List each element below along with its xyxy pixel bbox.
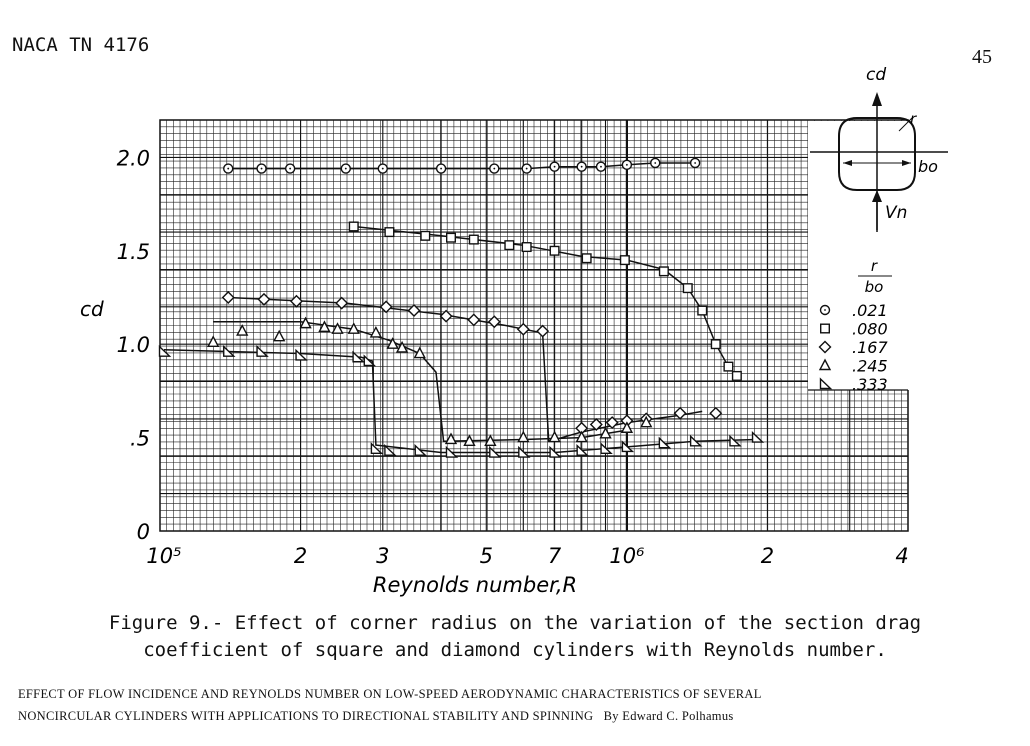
series-1-point-8-dot — [526, 168, 528, 170]
series-2-point-6 — [505, 241, 514, 250]
series-1-point-13-dot — [654, 162, 656, 164]
series-1-point-14-dot — [694, 162, 696, 164]
y-tick-label-5: 2.0 — [116, 146, 150, 171]
x-axis-label: Reynolds number,R — [372, 573, 578, 597]
x-tick-label-6: 10⁶ — [609, 544, 645, 568]
y-tick-label-3: 1.0 — [116, 333, 150, 358]
source-title-tail: NONCIRCULAR CYLINDERS WITH APPLICATIONS TO DIRECTIONAL STABILITY AND SPINNING — [18, 709, 594, 723]
legend-label-2: .080 — [852, 319, 888, 339]
source-line-1: EFFECT OF FLOW INCIDENCE AND REYNOLDS NUMBER ON LOW-SPEED AERODYNAMIC CHARACTERISTICS OF SEVERAL — [18, 687, 762, 701]
series-1-point-6-dot — [440, 168, 442, 170]
legend-label-3: .167 — [852, 338, 888, 357]
legend-label-4: .245 — [852, 356, 888, 376]
series-2-point-3 — [421, 232, 430, 241]
series-1-point-11-dot — [600, 166, 602, 168]
series-1-point-9-dot — [554, 166, 556, 168]
legend-label-1: .021 — [852, 301, 888, 320]
inset-cd-label: cd — [866, 65, 887, 85]
series-1-point-3-dot — [289, 168, 291, 170]
series-1-point-2-dot — [261, 168, 263, 170]
x-tick-label-3: 3 — [376, 544, 390, 568]
y-tick-label-1: 0 — [136, 520, 150, 544]
x-tick-label-4: 5 — [479, 544, 494, 568]
inset-r-label: r — [910, 110, 917, 128]
page-number: 45 — [972, 46, 992, 68]
source-line-2 — [18, 705, 762, 727]
legend-marker-1-dot — [824, 309, 826, 311]
minor-grid — [160, 120, 908, 531]
chart-grid — [160, 120, 909, 531]
caption-line-1: Figure 9.- Effect of corner radius on the variation of the section drag — [108, 612, 922, 634]
source-note — [18, 683, 762, 727]
legend-marker-2 — [821, 324, 830, 333]
cd-arrow-head — [872, 92, 882, 106]
x-tick-label-2: 2 — [293, 544, 308, 568]
series-1-point-7-dot — [493, 168, 495, 170]
x-tick-labels — [146, 544, 908, 568]
y-axis-label: cd — [80, 297, 104, 321]
series-2-point-4 — [447, 233, 456, 242]
x-tick-label-8: 4 — [895, 544, 909, 568]
series-2-point-10 — [621, 256, 630, 265]
series-2-point-5 — [470, 235, 479, 244]
y-tick-label-4: 1.5 — [116, 239, 150, 264]
series-1-point-12-dot — [626, 164, 628, 166]
y-tick-labels — [117, 146, 150, 544]
legend-title-numerator: r — [870, 257, 878, 275]
series-2-point-2 — [385, 228, 394, 237]
inset-bo-label: bo — [918, 157, 938, 176]
x-tick-label-5: 7 — [547, 544, 562, 568]
caption-line-2: coefficient of square and diamond cylinders with Reynolds number. — [143, 639, 887, 661]
x-tick-label-7: 2 — [760, 544, 775, 568]
series-1-point-1-dot — [227, 168, 229, 170]
series-1-point-4-dot — [345, 168, 347, 170]
series-2-point-16 — [733, 372, 742, 381]
legend-title-denominator: bo — [864, 278, 884, 296]
series-2-point-8 — [550, 246, 559, 255]
source-author: By Edward C. Polhamus — [603, 709, 734, 723]
series-1-point-10-dot — [581, 166, 583, 168]
series-2-point-11 — [660, 267, 669, 276]
series-2-point-12 — [683, 284, 692, 293]
report-number: NACA TN 4176 — [12, 34, 150, 56]
series-1-point-5-dot — [382, 168, 384, 170]
x-tick-label-1: 10⁵ — [146, 544, 182, 568]
series-2-point-13 — [698, 306, 707, 315]
series-2-point-14 — [711, 340, 720, 349]
series-2-point-1 — [349, 222, 358, 231]
series-2-point-7 — [522, 243, 531, 252]
inset-vn-label: Vn — [885, 203, 908, 223]
legend-label-5: .333 — [852, 375, 888, 394]
y-tick-label-2: .5 — [129, 426, 150, 451]
series-2-point-15 — [724, 362, 733, 371]
figure-caption — [0, 610, 1030, 664]
series-2-point-9 — [582, 254, 591, 263]
